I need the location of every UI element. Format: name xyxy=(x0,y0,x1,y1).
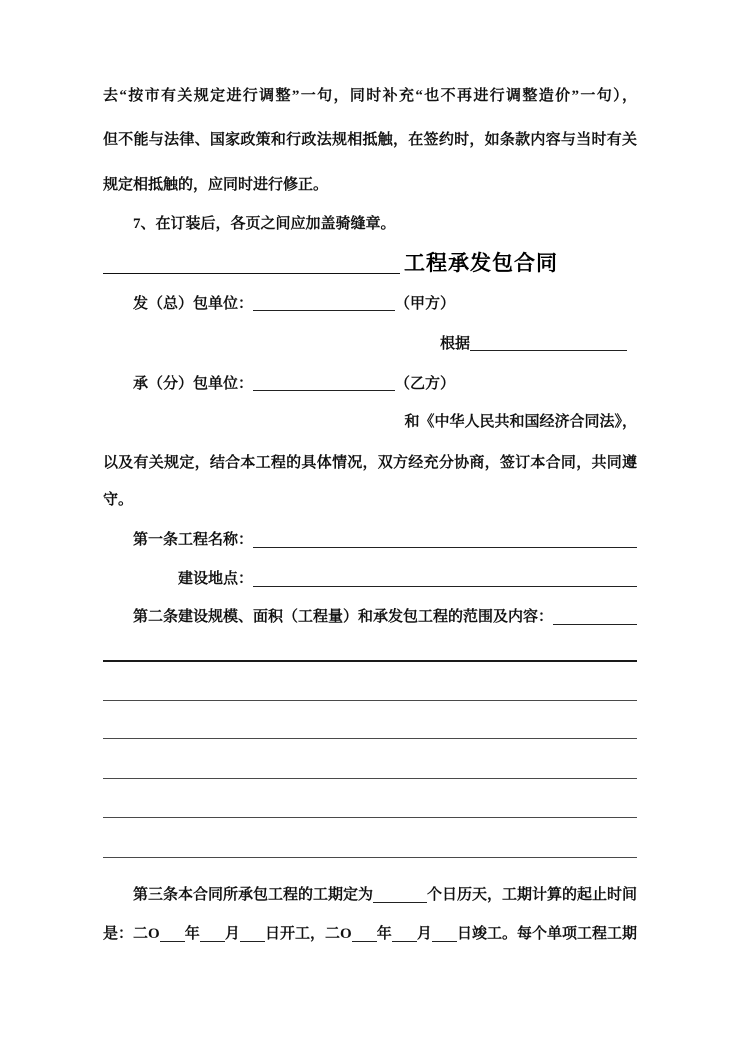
content-blank-line-5 xyxy=(103,817,637,818)
preamble-line-2: 守。 xyxy=(103,492,134,508)
start-month-blank xyxy=(200,941,225,942)
party-b-line xyxy=(103,373,667,395)
content-blank-line-4 xyxy=(103,778,637,779)
note-item-7: 7、在订装后，各页之间应加盖骑缝章。 xyxy=(133,216,396,232)
preamble-line-1: 以及有关规定，结合本工程的具体情况，双方经充分协商，签订本合同，共同遵 xyxy=(103,455,637,471)
article3-date-seg-7: 日竣工。每个单项工程工期 xyxy=(456,926,637,942)
article3-date-seg-3: 月 xyxy=(224,926,240,942)
party-b-label: 承（分）包单位： xyxy=(133,376,254,392)
article3-duration-blank xyxy=(373,902,427,903)
basis-blank xyxy=(470,336,627,351)
title-blank-underline xyxy=(103,249,400,274)
party-a-label: 发（总）包单位： xyxy=(133,296,254,312)
article2-line xyxy=(103,606,637,628)
intro-line-3: 规定相抵触的，应同时进行修正。 xyxy=(103,177,329,193)
party-a-line xyxy=(103,293,667,315)
content-blank-line-6 xyxy=(103,857,637,858)
start-day-blank xyxy=(240,941,265,942)
party-b-blank xyxy=(253,376,395,391)
party-a-tag: （甲方） xyxy=(395,296,456,312)
content-blank-line-2 xyxy=(103,700,637,701)
end-year-blank xyxy=(352,941,377,942)
intro-line-2: 但不能与法律、国家政策和行政法规相抵触，在签约时，如条款内容与当时有关 xyxy=(103,132,637,148)
intro-line-1: 去“按市有关规定进行调整”一句，同时补充“也不再进行调整造价”一句）， xyxy=(103,88,637,104)
page-title: 工程承发包合同 xyxy=(404,251,558,275)
article3-date-seg-6: 月 xyxy=(416,926,432,942)
basis-label: 根据 xyxy=(440,336,471,352)
article3-line-1 xyxy=(103,884,637,906)
article3-date-seg-5: 年 xyxy=(376,926,392,942)
law-line: 和《中华人民共和国经济合同法》， xyxy=(404,414,637,430)
article3-duration-label: 第三条本合同所承包工程的工期定为 xyxy=(133,887,374,903)
title-row xyxy=(103,246,637,283)
article2-label: 第二条建设规模、面积（工程量）和承发包工程的范围及内容： xyxy=(133,609,554,625)
party-a-blank xyxy=(253,296,395,311)
content-blank-line-3 xyxy=(103,738,637,739)
article3-date-seg-1: 是：二O xyxy=(103,926,160,942)
article3-date-seg-4: 日开工，二O xyxy=(264,926,352,942)
article1-name-label: 第一条工程名称： xyxy=(133,532,254,548)
article1-name-blank xyxy=(253,547,637,548)
article1-name-line xyxy=(103,529,637,551)
article2-blank xyxy=(553,624,637,625)
content-blank-line-1 xyxy=(103,660,637,662)
article1-location-line xyxy=(103,568,637,590)
article1-location-label: 建设地点： xyxy=(178,571,254,587)
article1-location-blank xyxy=(253,586,637,587)
start-year-blank xyxy=(160,941,185,942)
end-day-blank xyxy=(432,941,457,942)
end-month-blank xyxy=(392,941,417,942)
article3-duration-suffix: 个日历天，工期计算的起止时间 xyxy=(426,887,637,903)
party-b-tag: （乙方） xyxy=(395,376,456,392)
article3-line-2 xyxy=(103,923,637,945)
article3-date-seg-2: 年 xyxy=(184,926,200,942)
basis-line xyxy=(440,333,640,355)
